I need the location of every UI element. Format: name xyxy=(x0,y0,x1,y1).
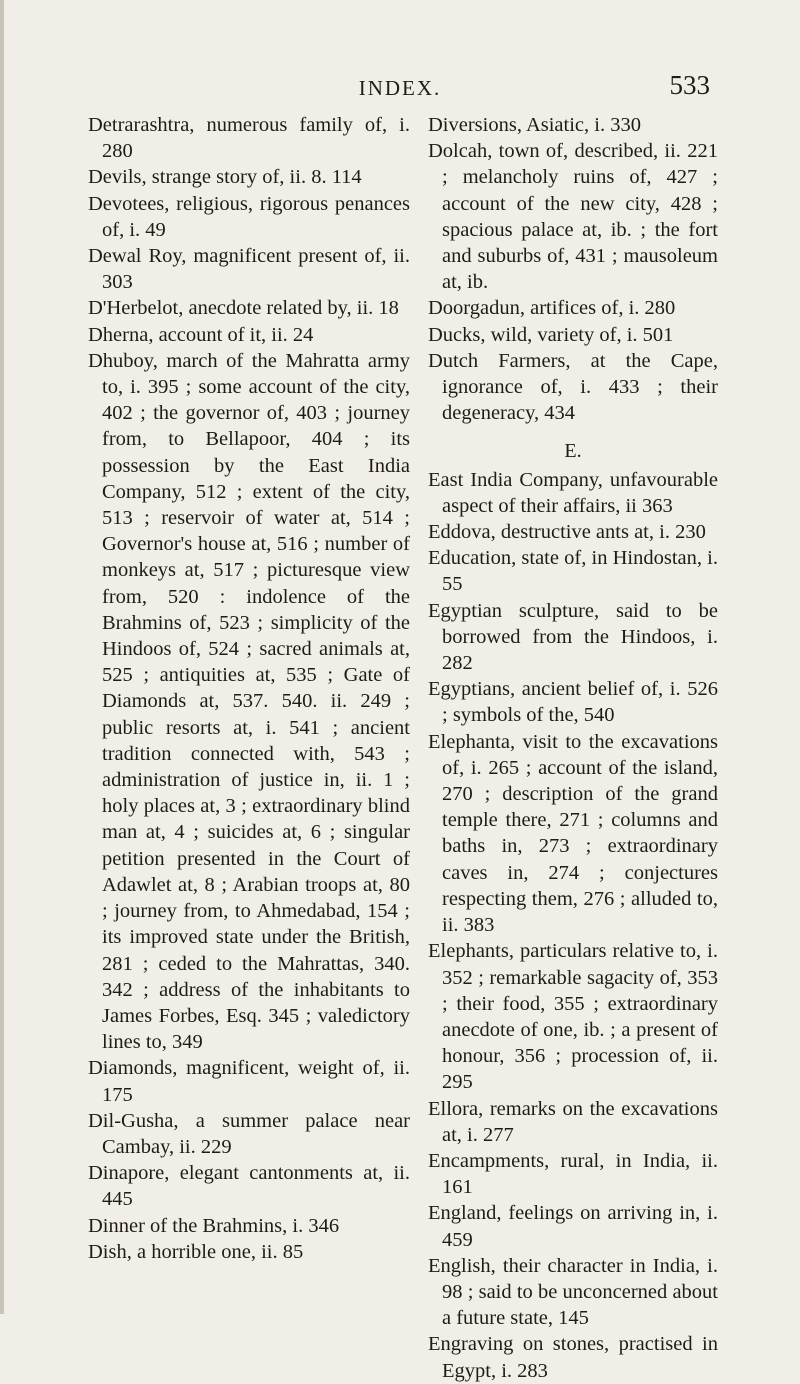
index-entry: Doorgadun, artifices of, i. 280 xyxy=(428,297,676,320)
index-entry: Dish, a horrible one, ii. 85 xyxy=(88,1240,304,1263)
index-entry: Dinapore, elegant cantonments at, ii. 445 xyxy=(88,1162,410,1211)
page-edge xyxy=(0,0,4,1314)
index-entry: D'Herbelot, anecdote related by, ii. 18 xyxy=(88,297,399,320)
index-entry: East India Company, unfavourable aspect of their affairs, ii 363 xyxy=(428,468,718,517)
index-entry: Encampments, rural, in India, ii. 161 xyxy=(428,1149,718,1199)
index-entry: Education, state of, in Hindostan, i. 55 xyxy=(428,547,718,596)
index-entry: England, feelings on arriving in, i. 459 xyxy=(428,1202,718,1251)
index-entry: Engraving on stones, practised in Egypt, i. 283 xyxy=(428,1333,718,1382)
index-entry: Ducks, wild, variety of, i. 501 xyxy=(428,323,674,346)
index-entry: Eddova, destructive ants at, i. 230 xyxy=(428,521,706,544)
index-entry: Ellora, remarks on the excavations at, i. 277 xyxy=(428,1097,718,1146)
index-entry: Dil-Gusha, a summer palace near Cambay, ii. 229 xyxy=(88,1109,410,1158)
index-entry: Dutch Farmers, at the Cape, ignorance of, i. 433 ; their degeneracy, 434 xyxy=(428,349,718,425)
index-entry: Elephanta, visit to the excavations of, i. 265 ; account of the island, 270 ; description of the grand temple there, 271 ; columns and baths in, 273 ; extraordinary caves in, 274 ; conjectures respecting them, 276 ; alluded to, ii. 383 xyxy=(428,730,718,937)
section-letter: E. xyxy=(564,440,582,463)
index-entry: Dewal Roy, magnificent present of, ii. 303 xyxy=(88,245,410,294)
running-header-title: INDEX. xyxy=(358,76,442,100)
right-column xyxy=(428,112,718,1384)
left-column xyxy=(88,112,410,1265)
index-entry: Diamonds, magnificent, weight of, ii. 175 xyxy=(88,1057,410,1106)
index-entry: Egyptian sculpture, said to be borrowed from the Hindoos, i. 282 xyxy=(428,599,718,675)
index-entry: Detrarashtra, numerous family of, i. 280 xyxy=(88,114,410,163)
index-entry: Devotees, religious, rigorous penances of, i. 49 xyxy=(88,192,410,241)
index-entry: English, their character in India, i. 98 ; said to be unconcerned about a future state, 145 xyxy=(428,1254,718,1330)
index-entry: Diversions, Asiatic, i. 330 xyxy=(428,114,641,136)
index-entry: Dinner of the Brahmins, i. 346 xyxy=(88,1214,340,1237)
index-entry: Dherna, account of it, ii. 24 xyxy=(88,323,314,346)
page-number: 533 xyxy=(669,70,710,100)
index-entry: Dolcah, town of, described, ii. 221 ; melancholy ruins of, 427 ; account of the new city, 428 ; spacious palace at, ib. ; the fort and suburbs of, 431 ; mausoleum at, ib. xyxy=(428,140,718,294)
index-entry: Elephants, particulars relative to, i. 352 ; remarkable sagacity of, 353 ; their food, 355 ; extraordinary anecdote of one, ib. ; a present of honour, 356 ; procession of, ii. 295 xyxy=(428,940,718,1094)
index-entry: Egyptians, ancient belief of, i. 526 ; symbols of the, 540 xyxy=(428,678,718,727)
index-entry: Dhuboy, march of the Mahratta army to, i. 395 ; some account of the city, 402 ; the governor of, 403 ; journey from, to Bellapoor, 404 ; its possession by the East India Company, 512 ; extent of the city, 513 ; reservoir of water at, 514 ; Governor's house at, 516 ; number of monkeys at, 517 ; picturesque view from, 520 : indolence of the Brahmins of, 523 ; simplicity of the Hindoos of, 524 ; sacred animals at, 525 ; antiquities at, 535 ; Gate of Diamonds at, 537. 540. ii. 249 ; public resorts at, i. 541 ; ancient tradition connected with, 543 ; administration of justice in, ii. 1 ; holy places at, 3 ; extraordinary blind man at, 4 ; suicides at, 6 ; singular petition presented in the Court of Adawlet at, 8 ; Arabian troops at, 80 ; journey from, to Ahmedabad, 154 ; its improved state under the British, 281 ; ceded to the Mahrattas, 340. 342 ; address of the inhabitants to James Forbes, Esq. 345 ; valedictory lines to, 349 xyxy=(88,349,410,1054)
index-entry: Devils, strange story of, ii. 8. 114 xyxy=(88,166,362,189)
